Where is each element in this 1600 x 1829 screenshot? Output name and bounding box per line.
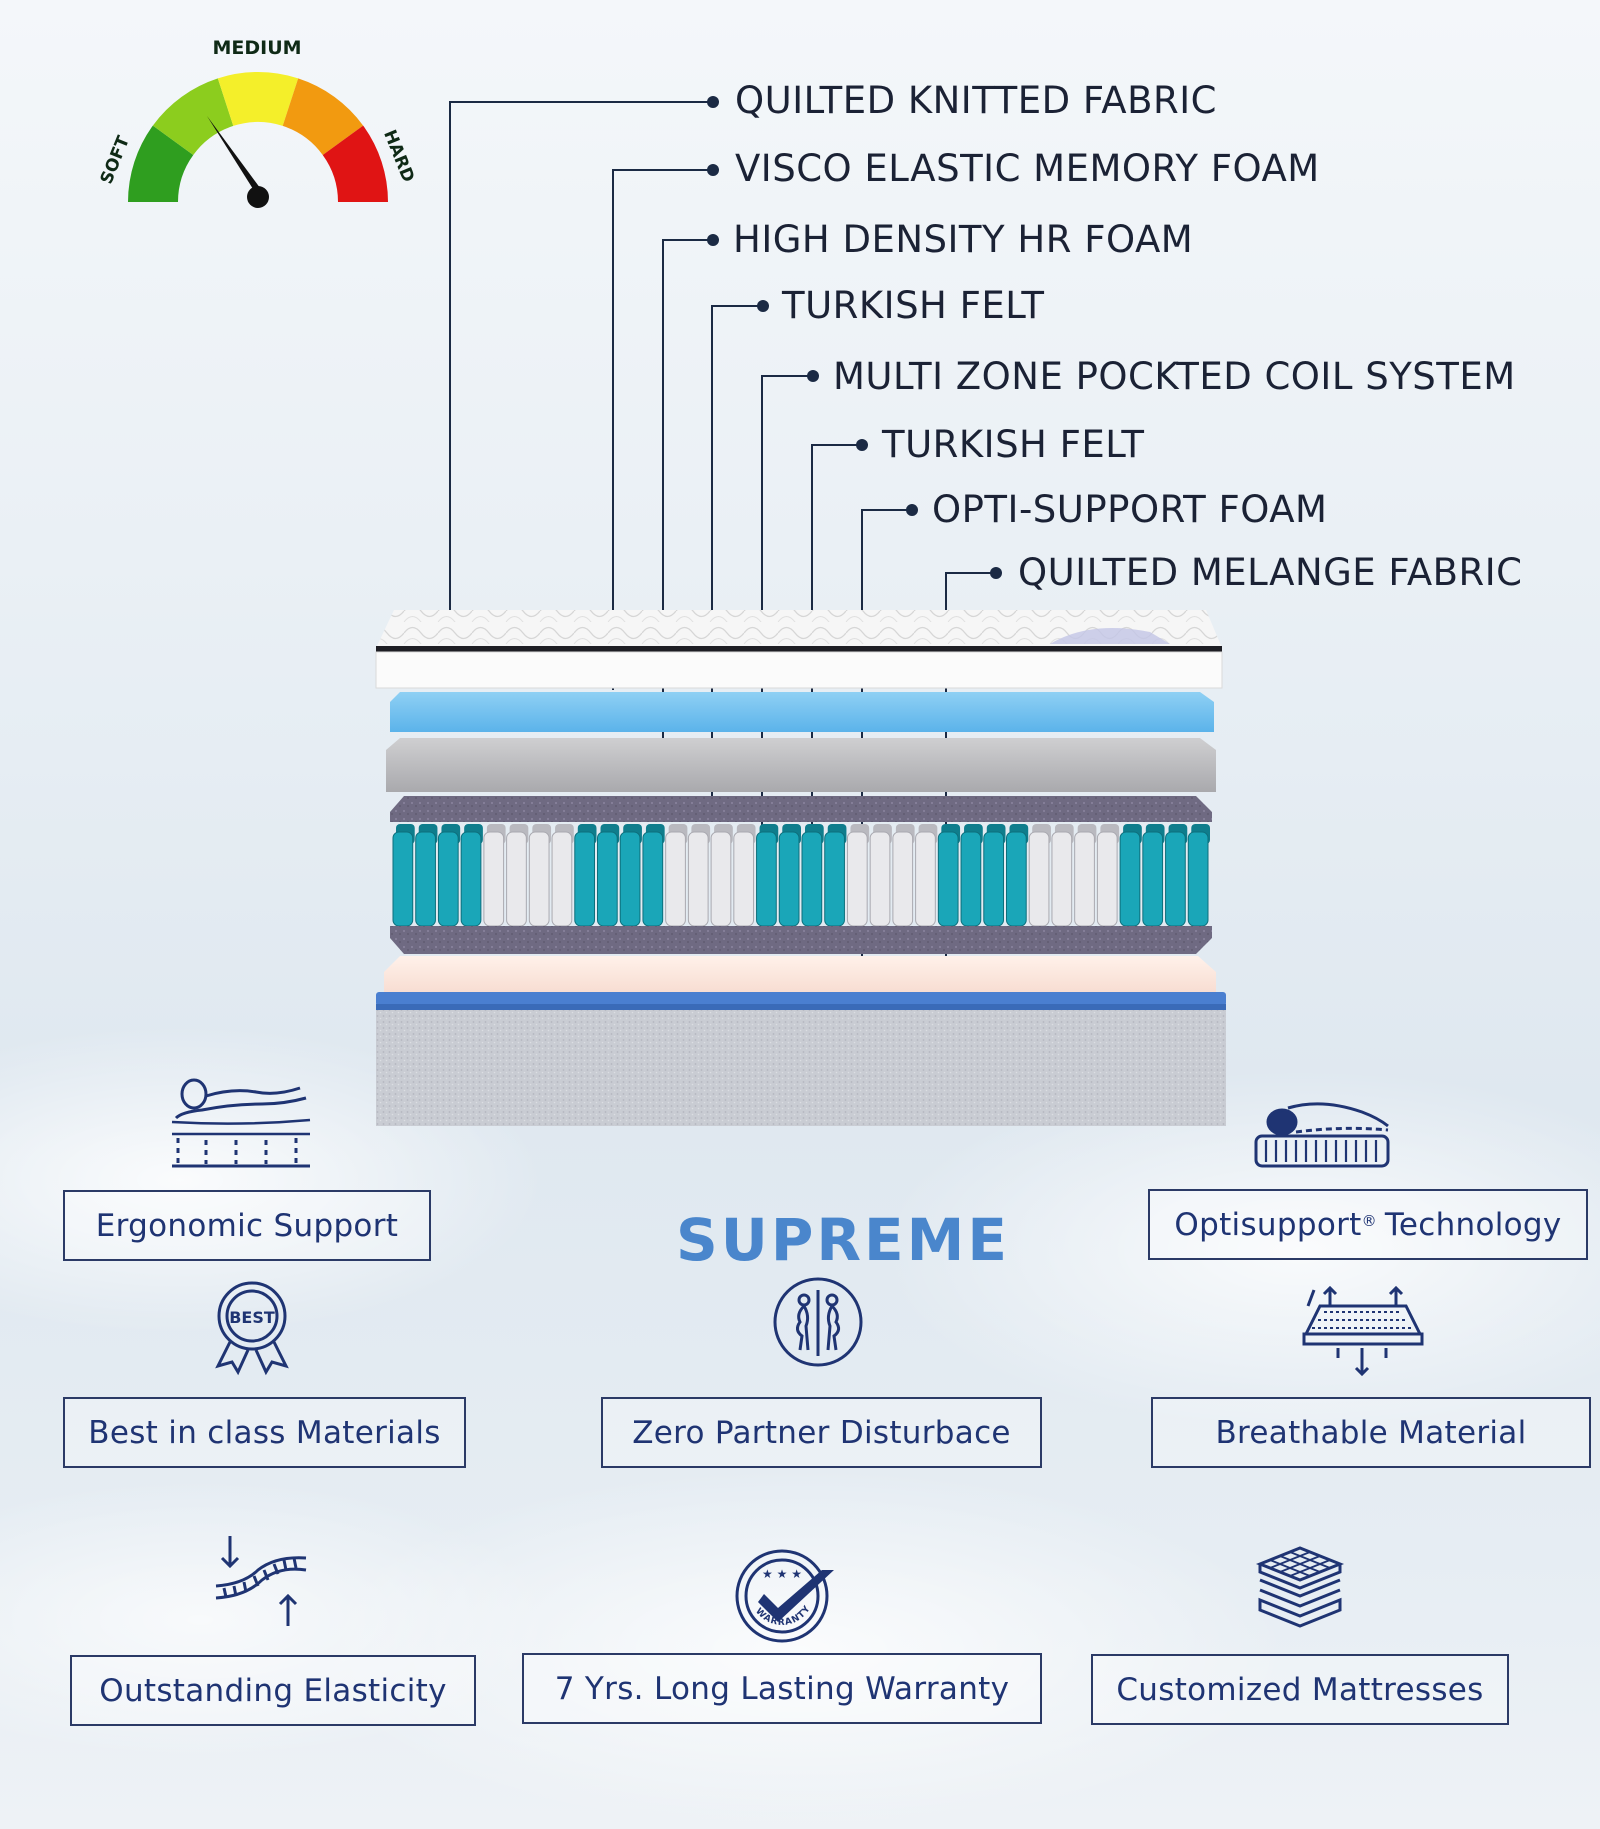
- coil-teal: [575, 832, 595, 926]
- layer-label-quilted-melange-fabric: QUILTED MELANGE FABRIC: [1018, 551, 1523, 594]
- coil-teal: [802, 832, 822, 926]
- gauge-label-medium: MEDIUM: [212, 37, 302, 59]
- brand-title: SUPREME: [676, 1206, 1010, 1274]
- coil-white: [711, 832, 731, 926]
- warranty-badge-text: WARRANTY: [753, 1603, 814, 1628]
- coil-white: [1097, 832, 1117, 926]
- coil-white: [1075, 832, 1095, 926]
- leader-dot-4: [807, 370, 819, 382]
- coil-teal: [1188, 832, 1208, 926]
- feature-breathable-material: Breathable Material: [1151, 1397, 1591, 1468]
- feature-customized-mattresses: Customized Mattresses: [1091, 1654, 1509, 1725]
- breathable-material-icon: [1298, 1286, 1426, 1382]
- coil-teal: [938, 832, 958, 926]
- layer-quilted-melange-fabric: [376, 992, 1226, 1126]
- coil-white: [734, 832, 754, 926]
- leader-dot-5: [856, 439, 868, 451]
- coil-teal: [438, 832, 458, 926]
- coil-teal: [1120, 832, 1140, 926]
- layer-label-high-density-hr-foam: HIGH DENSITY HR FOAM: [733, 218, 1194, 261]
- layer-label-opti-support-foam: OPTI-SUPPORT FOAM: [932, 488, 1328, 531]
- layer-high-density-hr-foam: [386, 738, 1216, 792]
- layer-label-visco-elastic-memory-foam: VISCO ELASTIC MEMORY FOAM: [735, 147, 1320, 190]
- coil-teal: [825, 832, 845, 926]
- coil-white: [484, 832, 504, 926]
- coil-teal: [1143, 832, 1163, 926]
- coil-teal: [461, 832, 481, 926]
- gauge-label-soft: SOFT: [96, 133, 134, 188]
- ergonomic-support-icon: [172, 1074, 312, 1174]
- feature-outstanding-elasticity: Outstanding Elasticity: [70, 1655, 476, 1726]
- best-badge-text: BEST: [229, 1308, 275, 1327]
- mattress-cross-section: [370, 600, 1230, 1140]
- coil-white: [507, 832, 527, 926]
- leader-dot-2: [707, 234, 719, 246]
- layer-visco-memory-foam: [390, 692, 1214, 732]
- feature-optisupport-technology: [1148, 1189, 1588, 1260]
- feature-7-yrs-warranty: 7 Yrs. Long Lasting Warranty: [522, 1653, 1042, 1724]
- coil-white: [1029, 832, 1049, 926]
- feature-best-in-class-materials: Best in class Materials: [63, 1397, 466, 1468]
- coil-white: [529, 832, 549, 926]
- layer-pocket-coils: [393, 824, 1210, 926]
- coil-teal: [1007, 832, 1027, 926]
- layer-label-turkish-felt-bottom: TURKISH FELT: [882, 423, 1145, 466]
- layer-turkish-felt-top: [390, 796, 1212, 822]
- coil-teal: [416, 832, 436, 926]
- coil-white: [916, 832, 936, 926]
- leader-line-0: [450, 102, 713, 666]
- optisupport-technology-icon: [1252, 1098, 1392, 1174]
- coil-white: [666, 832, 686, 926]
- coil-teal: [393, 832, 413, 926]
- coil-white: [688, 832, 708, 926]
- coil-white: [552, 832, 572, 926]
- best-badge-icon: [214, 1280, 290, 1376]
- optisupport-suffix: Technology: [1384, 1206, 1562, 1243]
- leader-dot-0: [707, 96, 719, 108]
- coil-teal: [598, 832, 618, 926]
- coil-teal: [620, 832, 640, 926]
- layer-label-multi-zone-coil-system: MULTI ZONE POCKTED COIL SYSTEM: [833, 355, 1516, 398]
- outstanding-elasticity-icon: [214, 1534, 310, 1634]
- warranty-badge-icon: [734, 1546, 842, 1650]
- feature-ergonomic-support: Ergonomic Support: [63, 1190, 431, 1261]
- leader-dot-6: [906, 504, 918, 516]
- layer-quilted-knitted-fabric: [376, 610, 1222, 688]
- leader-dot-1: [707, 164, 719, 176]
- coil-white: [847, 832, 867, 926]
- gauge-label-hard: HARD: [379, 127, 419, 186]
- layer-label-turkish-felt-top: TURKISH FELT: [782, 284, 1045, 327]
- coil-teal: [643, 832, 663, 926]
- coil-white: [870, 832, 890, 926]
- leader-dot-3: [757, 300, 769, 312]
- registered-mark: ®: [1361, 1211, 1377, 1230]
- coil-teal: [984, 832, 1004, 926]
- leader-dot-7: [990, 567, 1002, 579]
- coil-teal: [757, 832, 777, 926]
- coil-teal: [961, 832, 981, 926]
- feature-zero-partner-disturbance: Zero Partner Disturbace: [601, 1397, 1042, 1468]
- warranty-stars-icon: ★ ★ ★: [762, 1567, 802, 1581]
- zero-partner-disturbance-icon: [772, 1276, 864, 1372]
- coil-white: [893, 832, 913, 926]
- coil-teal: [1166, 832, 1186, 926]
- coil-white: [1052, 832, 1072, 926]
- coil-teal: [779, 832, 799, 926]
- layer-label-quilted-knitted-fabric: QUILTED KNITTED FABRIC: [735, 79, 1217, 122]
- layer-turkish-felt-bottom: [390, 926, 1212, 954]
- optisupport-name: Optisupport: [1174, 1206, 1362, 1243]
- customized-mattresses-icon: [1256, 1544, 1344, 1636]
